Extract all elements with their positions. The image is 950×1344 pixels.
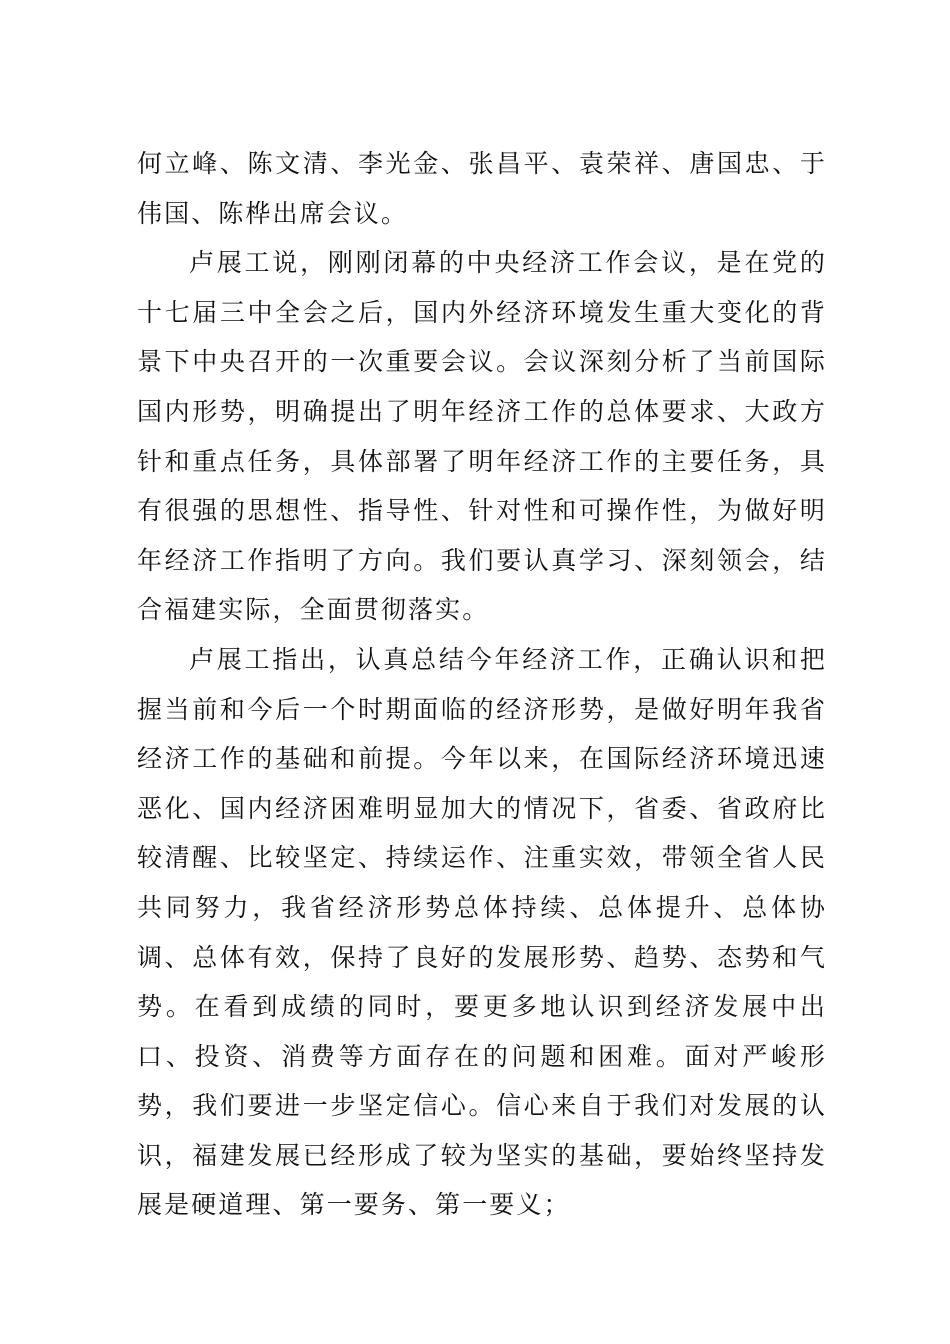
body-text	[137, 139, 827, 1230]
paragraph-1: 何立峰、陈文清、李光金、张昌平、袁荣祥、唐国忠、于伟国、陈桦出席会议。	[137, 149, 827, 228]
paragraph-3: 卢展工指出，认真总结今年经济工作，正确认识和把握当前和今后一个时期面临的经济形势，是做好明年我省经济工作的基础和前提。今年以来，在国际经济环境迅速恶化、国内经济困难明显加大的情况下，省委、省政府比较清醒、比较坚定、持续运作、注重实效，带领全省人民共同努力，我省经济形势总体持续、总体提升、总体协调、总体有效，保持了良好的发展形势、趋势、态势和气势。在看到成绩的同时，要更多地认识到经济发展中出口、投资、消费等方面存在的问题和困难。面对严峻形势，我们要进一步坚定信心。信心来自于我们对发展的认识，福建发展已经形成了较为坚实的基础，要始终坚持发展是硬道理、第一要务、第一要义；	[137, 644, 827, 1220]
paragraph-2: 卢展工说，刚刚闭幕的中央经济工作会议，是在党的十七届三中全会之后，国内外经济环境发生重大变化的背景下中央召开的一次重要会议。会议深刻分析了当前国际国内形势，明确提出了明年经济工作的总体要求、大政方针和重点任务，具体部署了明年经济工作的主要任务，具有很强的思想性、指导性、针对性和可操作性，为做好明年经济工作指明了方向。我们要认真学习、深刻领会，结合福建实际，全面贯彻落实。	[137, 248, 827, 625]
